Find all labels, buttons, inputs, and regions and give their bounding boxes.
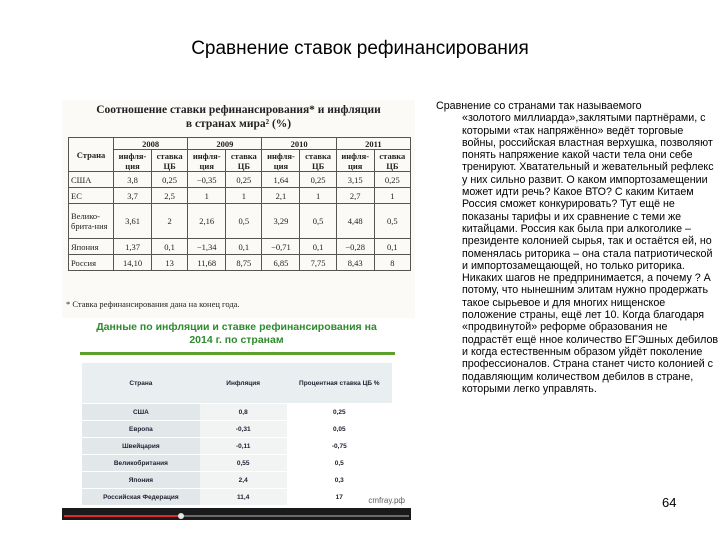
table1-footnote: * Ставка рефинансирования дана на конец года. [66, 299, 240, 309]
table2-row [82, 489, 392, 506]
table1-value-cell: 1 [374, 188, 410, 204]
table2-title-line2: 2014 г. по странам [189, 334, 284, 346]
table1-row [69, 239, 411, 255]
table1-value-cell: −0,35 [188, 172, 226, 188]
body-text-first-line: Сравнение со странами так называемого [436, 100, 642, 112]
table2-header: Страна [82, 363, 200, 404]
table1-value-cell: 8,75 [226, 255, 262, 271]
table2-accent-line [80, 352, 395, 355]
table1-year: 2010 [262, 138, 336, 150]
table1-sub-inflation: инфля-ция [336, 150, 374, 172]
table1-value-cell: 3,29 [262, 204, 300, 239]
table2-value-cell: 11,4 [200, 489, 287, 506]
table1-country-cell: ЕС [69, 188, 114, 204]
table2-value-cell: 0,8 [200, 404, 287, 421]
table2 [82, 363, 392, 506]
table2-row [82, 421, 392, 438]
table2-value-cell: 2,4 [200, 472, 287, 489]
video-progress-fill [64, 515, 181, 517]
table1-country-header: Страна [69, 138, 114, 172]
table2-row [82, 455, 392, 472]
video-progress-bar[interactable] [64, 515, 409, 517]
table1-value-cell: 0,5 [300, 204, 336, 239]
table2-country-cell: Швейцария [82, 438, 200, 455]
body-text-paragraph: «золотого миллиарда»,заклятыми партнёрами, с которыми «так напряжённо» ведёт торговые войны, российская властная верхушка, позволяют понять напряжение какой части тела они себе тренируют. Хватательный и жевательный рефлекс у них сильно развит. О каком импортозамещении может идти речь? Какое ВТО? С каким Китаем Россия сможет конкурировать? Тут ещё не показаны тарифы и их сравнение с теми же китайцами. Россия как была при алкоголике –президенте колонией сырья, так и остаётся ей, но поменялась риторика – она стала патриотической и импортозамещающей, но только риторика. Никаких шагов не предпринимается, а почему ? А потому, что нынешним элитам нужно продержать такое сырьевое и для многих нищенское положение страны, ещё лет 10. Когда благодаря «продвинутой» реформе образования не подрастёт ещё нное количество ЕГЭшных дебилов и когда естественным образом уйдёт поколение профессионалов. Страна станет чисто колонией с подавляющим количеством дебилов в стране, которыми легко управлять. [462, 112, 719, 395]
table1-value-cell: −1,34 [188, 239, 226, 255]
table2-country-cell: Великобритания [82, 455, 200, 472]
table1-sub-rate: ставка ЦБ [300, 150, 336, 172]
table1-value-cell: 4,48 [336, 204, 374, 239]
video-control-bar[interactable] [62, 508, 411, 520]
page-number: 64 [662, 495, 677, 510]
table1-value-cell: 8 [374, 255, 410, 271]
table1 [68, 137, 411, 271]
table1-country-cell: Япония [69, 239, 114, 255]
table1-value-cell: 0,25 [300, 172, 336, 188]
table1-value-cell: −0,71 [262, 239, 300, 255]
video-watermark: cmfray.рф [368, 496, 405, 505]
table1-country-cell: США [69, 172, 114, 188]
table1-value-cell: 3,15 [336, 172, 374, 188]
table1-value-cell: 2,16 [188, 204, 226, 239]
table1-country-cell: Россия [69, 255, 114, 271]
table1-value-cell: 1 [226, 188, 262, 204]
table2-value-cell: -0,11 [200, 438, 287, 455]
table1-row [69, 204, 411, 239]
table1-value-cell: 1,64 [262, 172, 300, 188]
table1-value-cell: 2,5 [152, 188, 188, 204]
table2-header: Инфляция [200, 363, 287, 404]
table1-value-cell: 0,25 [152, 172, 188, 188]
table2-value-cell: 0,55 [200, 455, 287, 472]
table1-value-cell: 0,25 [226, 172, 262, 188]
table1-row [69, 188, 411, 204]
table2-country-cell: Российская Федерация [82, 489, 200, 506]
table1-year: 2011 [336, 138, 410, 150]
table1-sub-rate: ставка ЦБ [226, 150, 262, 172]
slide-body-text [436, 100, 719, 395]
table2-country-cell: Япония [82, 472, 200, 489]
table1-value-cell: 2,7 [336, 188, 374, 204]
table2-value-cell: 0,25 [287, 404, 392, 421]
video-frame[interactable] [62, 318, 411, 520]
table1-value-cell: 13 [152, 255, 188, 271]
table2-value-cell: 0,05 [287, 421, 392, 438]
table1-row [69, 255, 411, 271]
table1-value-cell: 6,85 [262, 255, 300, 271]
table1-value-cell: 0,1 [152, 239, 188, 255]
table1-sub-inflation: инфля-ция [188, 150, 226, 172]
table1-value-cell: 3,61 [114, 204, 152, 239]
table1-value-cell: 2,1 [262, 188, 300, 204]
table1-year: 2009 [188, 138, 262, 150]
table1-year: 2008 [114, 138, 188, 150]
table1-value-cell: 0,1 [374, 239, 410, 255]
table1-sub-rate: ставка ЦБ [152, 150, 188, 172]
table1-sub-rate: ставка ЦБ [374, 150, 410, 172]
table1-country-cell: Велико-брита-ния [69, 204, 114, 239]
table1-title-line1: Соотношение ставки рефинансирования* и инфляции [96, 104, 381, 116]
table2-row [82, 472, 392, 489]
table2-row [82, 438, 392, 455]
table1-value-cell: 11,68 [188, 255, 226, 271]
table2-title-line1: Данные по инфляции и ставке рефинансирования на [96, 321, 377, 333]
table1-value-cell: 0,5 [374, 204, 410, 239]
table2-heading [62, 318, 411, 351]
table1-value-cell: 1,37 [114, 239, 152, 255]
table2-value-cell: 17 [287, 489, 392, 506]
table1-sub-inflation: инфля-ция [114, 150, 152, 172]
table2-value-cell: 0,5 [287, 455, 392, 472]
table1-value-cell: 7,75 [300, 255, 336, 271]
table1-value-cell: 8,43 [336, 255, 374, 271]
table1-title-line2: в странах мира² (%) [185, 118, 292, 130]
table1-value-cell: 3,7 [114, 188, 152, 204]
table2-country-cell: Европа [82, 421, 200, 438]
refinancing-table-image [62, 100, 415, 318]
table1-sub-inflation: инфля-ция [262, 150, 300, 172]
table1-value-cell: 14,10 [114, 255, 152, 271]
table1-value-cell: 3,8 [114, 172, 152, 188]
table2-country-cell: США [82, 404, 200, 421]
table1-value-cell: 2 [152, 204, 188, 239]
table1-value-cell: 1 [300, 188, 336, 204]
table1-title [62, 103, 415, 131]
table1-value-cell: 0,25 [374, 172, 410, 188]
table1-row [69, 172, 411, 188]
table2-row [82, 404, 392, 421]
table2-value-cell: 0,3 [287, 472, 392, 489]
table2-header: Процентная ставка ЦБ % [287, 363, 392, 404]
table2-value-cell: -0,75 [287, 438, 392, 455]
table1-value-cell: 0,5 [226, 204, 262, 239]
table1-value-cell: 0,1 [300, 239, 336, 255]
table1-value-cell: 0,1 [226, 239, 262, 255]
slide-title: Сравнение ставок рефинансирования [191, 38, 529, 59]
table2-value-cell: -0,31 [200, 421, 287, 438]
table1-value-cell: −0,28 [336, 239, 374, 255]
table1-value-cell: 1 [188, 188, 226, 204]
